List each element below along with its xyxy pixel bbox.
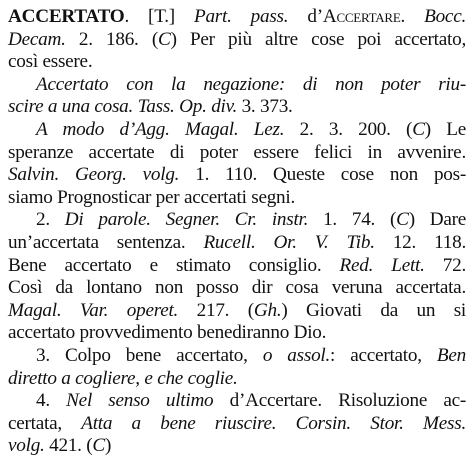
text-run: 2. 186. ( — [65, 28, 158, 50]
text-run: ) — [104, 435, 112, 457]
text-run: 3. Colpo bene accertato, — [36, 344, 263, 366]
text-run: ) Dare — [408, 209, 467, 231]
entry-line — [8, 322, 466, 345]
entry-line — [8, 96, 466, 119]
entry-line — [8, 6, 466, 29]
entry-line — [8, 345, 466, 368]
text-run: Salvin. Georg. volg. — [8, 164, 180, 186]
entry-line — [8, 277, 466, 300]
text-run: ) Le — [424, 118, 467, 140]
text-run: 4. — [36, 390, 67, 412]
entry-line — [8, 413, 466, 436]
text-run: un’accertata sentenza. — [8, 231, 204, 253]
text-run: Così da lontano non posso dir cosa veruna accertata. — [8, 277, 466, 299]
text-run: Decam. — [8, 28, 66, 50]
entry-line — [8, 435, 466, 458]
text-run: : accertato, — [330, 344, 437, 366]
text-run: accertato provvedimento benediranno Dio. — [8, 322, 327, 344]
entry-line — [8, 209, 466, 232]
entry-line — [8, 390, 466, 413]
text-run: 421. ( — [44, 435, 93, 457]
entry-line — [8, 164, 466, 187]
text-run: . [T.] — [124, 6, 194, 27]
entry-line — [8, 368, 466, 391]
text-run: ) Giovati da un si — [281, 299, 466, 321]
text-run: Nel senso ultimo — [66, 390, 214, 412]
text-run: Bocc. — [424, 6, 467, 27]
text-run: 12. 118. — [374, 231, 466, 253]
text-run: Accertato con la negazione: di non poter riu- — [36, 73, 466, 95]
text-run: 217. ( — [178, 299, 254, 321]
text-run: così essere. — [8, 51, 93, 73]
text-run: . — [400, 6, 425, 27]
text-run: 1. 110. Queste cose non pos- — [179, 164, 466, 186]
text-run: d’ — [288, 6, 323, 27]
entry-line — [8, 187, 466, 210]
text-run: scire a una cosa. Tass. Op. div. — [8, 96, 238, 118]
text-run: C — [92, 435, 105, 457]
text-run: o assol. — [262, 344, 331, 366]
text-run: Atta a bene riuscire. Corsin. Stor. Mess. — [81, 412, 466, 434]
entry-line — [8, 119, 466, 142]
text-run: Magal. Var. operet. — [8, 299, 179, 321]
text-run: 72. — [424, 254, 467, 276]
text-run: 2. 3. 200. ( — [284, 118, 413, 140]
text-run: 1. 74. ( — [308, 209, 397, 231]
text-run: Gh. — [253, 299, 282, 321]
text-run: Part. pass. — [193, 6, 289, 27]
text-run: certata, — [8, 412, 82, 434]
text-run: Ben — [436, 344, 467, 366]
entry-line — [8, 51, 466, 74]
text-run: Accertare — [322, 6, 401, 27]
text-run: Red. Lett. — [339, 254, 425, 276]
entry-line — [8, 74, 466, 97]
entry-line — [8, 142, 466, 165]
text-run: A modo d’Agg. Magal. Lez. — [36, 118, 285, 140]
text-run: Rucell. Or. V. Tib. — [203, 231, 375, 253]
text-run: diretto a cogliere, e che coglie. — [8, 367, 238, 389]
text-run: d’Accertare. Risoluzione ac- — [213, 390, 467, 412]
text-run: Di parole. Segner. Cr. instr. — [64, 209, 309, 231]
entry-line — [8, 232, 466, 255]
text-run: C — [396, 209, 409, 231]
text-run: ) Per più altre cose poi accertato, — [170, 28, 466, 50]
text-run: ACCERTATO — [8, 6, 125, 27]
text-run: volg. — [8, 435, 45, 457]
text-run: 2. — [36, 209, 65, 231]
entry-line — [8, 29, 466, 52]
text-run: 3. 373. — [237, 96, 293, 118]
text-run: speranze accertate di poter essere felici in avvenire. — [8, 141, 466, 163]
text-run: C — [158, 28, 171, 50]
text-run: C — [412, 118, 425, 140]
text-run: Bene accertato e stimato consiglio. — [8, 254, 340, 276]
entry-line — [8, 300, 466, 323]
text-run: siamo Prognosticar per accertati segni. — [8, 186, 296, 208]
entry-line — [8, 255, 466, 278]
